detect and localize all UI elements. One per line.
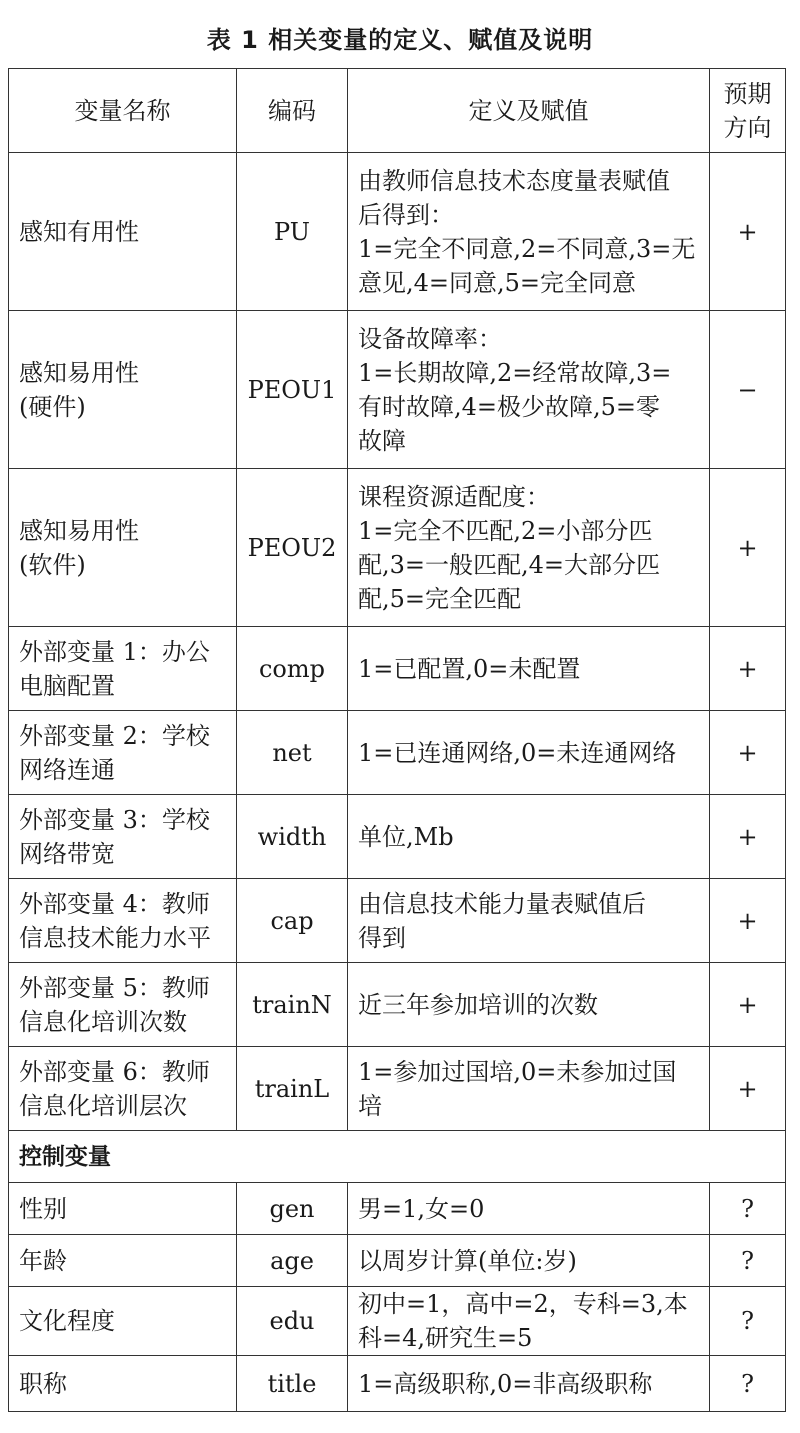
variable-name-line: 外部变量 4：教师 <box>19 889 210 918</box>
header-expected-direction <box>710 69 786 153</box>
table-row <box>9 795 786 879</box>
expected-direction-cell: ? <box>710 1183 786 1235</box>
table-row <box>9 311 786 469</box>
variable-code-cell: trainL <box>237 1047 348 1131</box>
definition-line: 故障 <box>358 426 406 455</box>
variable-name-cell <box>9 1047 237 1131</box>
variable-code-cell: title <box>237 1356 348 1412</box>
variable-name-line: 网络连通 <box>19 755 115 784</box>
definition-cell <box>348 879 710 963</box>
expected-direction-cell: + <box>710 153 786 311</box>
definition-line: 培 <box>358 1091 382 1120</box>
variable-code-cell: PEOU1 <box>237 311 348 469</box>
definition-line: 1=完全不同意,2=不同意,3=无 <box>358 234 696 263</box>
expected-direction-cell: + <box>710 627 786 711</box>
expected-direction-cell: + <box>710 469 786 627</box>
expected-direction-cell: ? <box>710 1356 786 1412</box>
variable-name-line: 外部变量 5：教师 <box>19 973 210 1002</box>
variable-name-line: 文化程度 <box>19 1307 115 1335</box>
definition-line: 1=长期故障,2=经常故障,3= <box>358 358 672 387</box>
variable-name-line: 感知易用性 <box>19 358 139 387</box>
variable-code-cell: trainN <box>237 963 348 1047</box>
variable-code-cell: PEOU2 <box>237 469 348 627</box>
definition-line: 配,5=完全匹配 <box>358 584 522 613</box>
definition-cell <box>348 963 710 1047</box>
variable-code-cell: cap <box>237 879 348 963</box>
table-row <box>9 1235 786 1287</box>
variables-table <box>8 68 786 1412</box>
variable-code-cell: PU <box>237 153 348 311</box>
header-code: 编码 <box>237 69 348 153</box>
definition-line: 初中=1，高中=2，专科=3,本 <box>358 1290 688 1318</box>
variable-name-line: 外部变量 1：办公 <box>19 637 210 666</box>
variable-code-cell: width <box>237 795 348 879</box>
definition-line: 课程资源适配度： <box>358 482 550 511</box>
variable-code-cell: comp <box>237 627 348 711</box>
variable-name-cell <box>9 311 237 469</box>
variable-code-cell: gen <box>237 1183 348 1235</box>
variable-name-line: 信息化培训层次 <box>19 1091 187 1120</box>
variable-name-cell <box>9 469 237 627</box>
definition-line: 由信息技术能力量表赋值后 <box>358 889 646 918</box>
variable-name-line: 性别 <box>19 1194 67 1223</box>
definition-line: 由教师信息技术态度量表赋值 <box>358 166 670 195</box>
definition-line: 近三年参加培训的次数 <box>358 990 598 1019</box>
definition-line: 1=高级职称,0=非高级职称 <box>358 1369 653 1398</box>
variable-name-line: 年龄 <box>19 1246 67 1275</box>
table-row <box>9 1047 786 1131</box>
variable-name-cell <box>9 627 237 711</box>
expected-direction-cell: + <box>710 1047 786 1131</box>
table-header-row <box>9 69 786 153</box>
expected-direction-cell: + <box>710 963 786 1047</box>
definition-line: 男=1,女=0 <box>358 1194 485 1223</box>
variable-name-cell <box>9 795 237 879</box>
variable-name-cell <box>9 153 237 311</box>
table-row <box>9 1183 786 1235</box>
variable-name-line: 信息技术能力水平 <box>19 923 211 952</box>
variable-name-line: (软件) <box>19 550 86 579</box>
variable-name-line: 感知易用性 <box>19 516 139 545</box>
definition-cell <box>348 1235 710 1287</box>
definition-cell <box>348 795 710 879</box>
table-row <box>9 153 786 311</box>
variable-name-line: 外部变量 6：教师 <box>19 1057 210 1086</box>
header-direction-line-1: 预期 <box>723 79 772 108</box>
variable-name-line: 感知有用性 <box>19 217 139 246</box>
definition-line: 有时故障,4=极少故障,5=零 <box>358 392 661 421</box>
table-row <box>9 963 786 1047</box>
variable-name-line: 电脑配置 <box>19 671 115 700</box>
table-row <box>9 711 786 795</box>
variable-name-line: 职称 <box>19 1369 67 1398</box>
definition-line: 科=4,研究生=5 <box>358 1324 533 1352</box>
definition-line: 1=完全不匹配,2=小部分匹 <box>358 516 653 545</box>
expected-direction-cell: ? <box>710 1235 786 1287</box>
table-row <box>9 1356 786 1412</box>
definition-line: 1=已连通网络,0=未连通网络 <box>358 738 677 767</box>
definition-line: 意见,4=同意,5=完全同意 <box>358 268 637 297</box>
definition-cell <box>348 1047 710 1131</box>
variable-name-cell <box>9 1356 237 1412</box>
expected-direction-cell: ? <box>710 1287 786 1356</box>
definition-line: 1=参加过国培,0=未参加过国 <box>358 1057 677 1086</box>
definition-cell <box>348 1356 710 1412</box>
expected-direction-cell: + <box>710 711 786 795</box>
table-row <box>9 469 786 627</box>
variable-name-line: 信息化培训次数 <box>19 1007 187 1036</box>
variable-name-line: 外部变量 2：学校 <box>19 721 210 750</box>
section-row <box>9 1131 786 1183</box>
definition-cell <box>348 153 710 311</box>
table-caption: 表 1 相关变量的定义、赋值及说明 <box>206 26 594 54</box>
variable-name-line: 网络带宽 <box>19 839 115 868</box>
variable-name-cell <box>9 879 237 963</box>
table-row <box>9 1287 786 1356</box>
definition-line: 以周岁计算(单位:岁) <box>358 1246 577 1275</box>
variable-code-cell: age <box>237 1235 348 1287</box>
definition-cell <box>348 1183 710 1235</box>
expected-direction-cell: + <box>710 879 786 963</box>
definition-line: 后得到： <box>358 200 454 229</box>
header-variable-name: 变量名称 <box>9 69 237 153</box>
expected-direction-cell: − <box>710 311 786 469</box>
definition-cell <box>348 311 710 469</box>
definition-line: 配,3=一般匹配,4=大部分匹 <box>358 550 661 579</box>
definition-line: 设备故障率： <box>358 324 502 353</box>
expected-direction-cell: + <box>710 795 786 879</box>
definition-cell <box>348 1287 710 1356</box>
variable-code-cell: net <box>237 711 348 795</box>
definition-line: 1=已配置,0=未配置 <box>358 654 581 683</box>
variable-code-cell: edu <box>237 1287 348 1356</box>
variable-name-cell <box>9 1235 237 1287</box>
definition-line: 单位,Mb <box>358 822 454 851</box>
variable-name-line: 外部变量 3：学校 <box>19 805 210 834</box>
table-row <box>9 627 786 711</box>
definition-cell <box>348 627 710 711</box>
header-definition: 定义及赋值 <box>348 69 710 153</box>
header-direction-line-2: 方向 <box>723 113 772 142</box>
variable-name-cell <box>9 1287 237 1356</box>
variable-name-cell <box>9 963 237 1047</box>
control-variables-heading: 控制变量 <box>9 1131 786 1183</box>
definition-line: 得到 <box>358 923 406 952</box>
variable-name-line: (硬件) <box>19 392 86 421</box>
variable-name-cell <box>9 1183 237 1235</box>
definition-cell <box>348 469 710 627</box>
table-row <box>9 879 786 963</box>
variable-name-cell <box>9 711 237 795</box>
definition-cell <box>348 711 710 795</box>
